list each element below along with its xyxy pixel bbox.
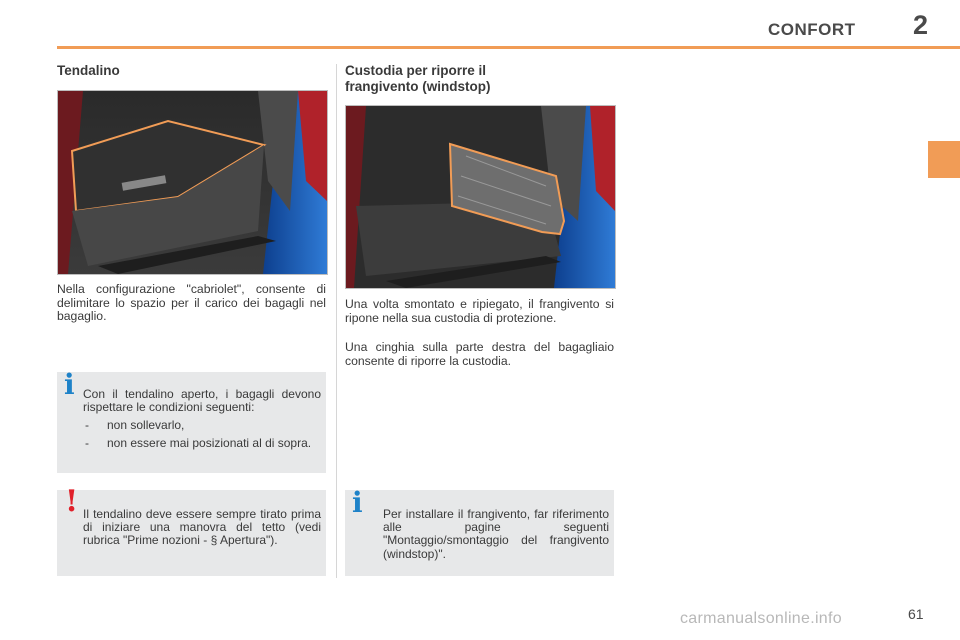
warning-note-text (83, 508, 321, 553)
info-note-paragraph: Per installare il frangivento, far riferimento alle pagine seguenti "Montaggio/smontaggio del frangivento (windstop)". (383, 507, 609, 561)
info-note-windstop (345, 486, 614, 576)
warning-icon: ! (65, 484, 79, 519)
tonneau-cover-illustration (58, 91, 327, 274)
tendalino-description: Nella configurazione "cabriolet", consente di delimitare lo spazio per il carico dei bagagli nel bagaglio. (57, 282, 326, 323)
info-icon: i (352, 486, 363, 519)
header-rule (57, 46, 960, 49)
section-title: CONFORT (768, 20, 856, 39)
info-note-intro: Con il tendalino aperto, i bagagli devono rispettare le condizioni seguenti: (83, 387, 321, 415)
info-note-text (83, 388, 321, 454)
windstop-description-2: Una cinghia sulla parte destra del bagagliaio consente di riporre la custodia. (345, 340, 614, 368)
condition-item: - non essere mai posizionati al di sopra. (83, 437, 321, 450)
info-note-text (383, 508, 609, 566)
info-note-tendalino (57, 368, 326, 473)
chapter-number: 2 (913, 10, 929, 40)
condition-item: - non sollevarlo, (83, 419, 321, 432)
tonneau-cover-photo (57, 90, 328, 275)
windstop-bag-illustration (346, 106, 615, 288)
heading-windstop-1: Custodia per riporre il (345, 63, 487, 78)
column-divider (336, 64, 337, 578)
chapter-tab (928, 141, 960, 178)
heading-tendalino: Tendalino (57, 63, 120, 78)
info-icon: i (64, 368, 75, 401)
warning-note-paragraph: Il tendalino deve essere sempre tirato prima di iniziare una manovra del tetto (vedi rubrica "Prime nozioni - § Apertura"). (83, 507, 321, 548)
windstop-description-1: Una volta smontato e ripiegato, il frangivento si ripone nella sua custodia di protezione. (345, 297, 614, 325)
heading-windstop-2: frangivento (windstop) (345, 79, 491, 94)
windstop-bag-photo (345, 105, 616, 289)
page-number: 61 (908, 606, 924, 622)
condition-list (83, 419, 321, 449)
warning-note-tendalino (57, 484, 326, 576)
watermark: carmanualsonline.info (680, 610, 842, 627)
